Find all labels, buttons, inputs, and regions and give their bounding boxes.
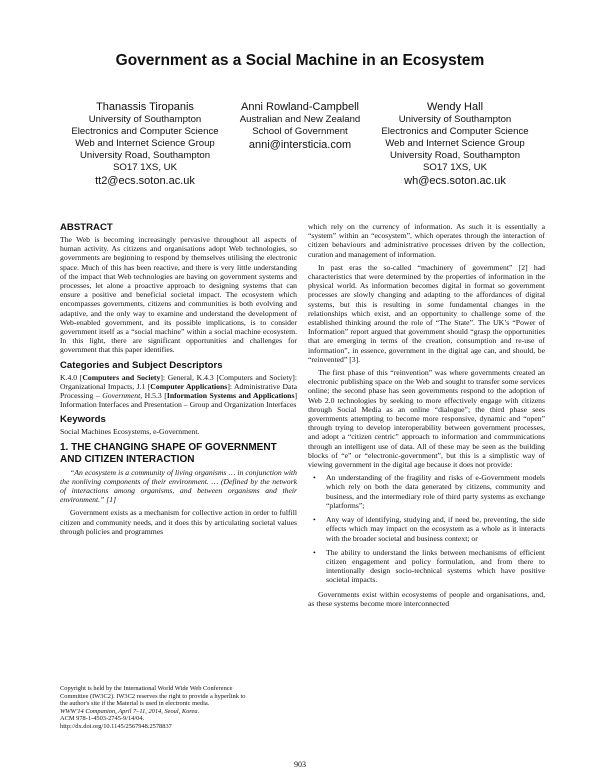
author-email: anni@intersticia.com <box>248 139 352 151</box>
section1-paragraph: Government exists as a mechanism for collective action in order to fulfill citizen and community needs, and it does this by articulating societal values through policies and programmes <box>60 508 297 536</box>
right-paragraph-3: The first phase of this “reinvention” was where governments created an electronic publishing space on the Web and sought to transfer some services online; the second phase has seen governments respond to the adoption of Web 2.0 technologies by seeking to more effectively engage with citizens through Social Media as an online “dialogue”; the third phase sees governments attempting to become more responsive, dynamic and “open” through trying to develop interoperability between government processes, and adopt a “citizen centric” approach to information and communications through an intelligent use of data. All of these may be seen as the building blocks of “e” or “electronic-government”, but this is a simplistic way of viewing government in the digital age because it does not provide: <box>308 368 545 470</box>
abstract-text: The Web is becoming increasingly pervasive throughout all aspects of human activity. As citizens and organisations adopt Web technologies, so governments are beginning to respond by themselves utilising the electronic space. Much of this has been reactive, and there is very little understanding of the impact that Web technologies are having on government systems and processes, let alone a proactive approach to designing systems that can ensure a positive and beneficial societal impact. The ecosystem which encompasses governments, citizens and communities is both evolving and adaptive, and the only way to examine and understand the development of Web-enabled government, and its possible implications, is to consider government itself as a “social machine” within a social machine ecosystem. In this light, there are significant opportunities and challenges for government that this paper identifies. <box>60 235 297 355</box>
author-affiliation: Electronics and Computer Science <box>71 126 219 137</box>
author-affiliation: Australian and New Zealand <box>239 114 361 125</box>
author-name: Thanassis Tiropanis <box>96 101 194 113</box>
section1-quote: “An ecosystem is a community of living organisms … in conjunction with the nonliving components of their environment. … (Defined by the network of interactions among organisms, and between organisms and their environment.” [1] <box>60 467 297 505</box>
author-affiliation: SO17 1XS, UK <box>113 162 177 173</box>
author-block-1 <box>60 100 230 188</box>
bullet-item-2: • Any way of identifying, studying and, if need be, preventing, the side effects which may impact on the ecosystem as a whole as it interacts with the broader societal and business context; or <box>313 515 545 543</box>
right-paragraph-2: In past eras the so-called “machinery of government” [2] had characteristics that were determined by the properties of information in the physical world. As information becomes digital in format so government processes are slowly changing and adapting to the affordances of digital systems, but this is resulting in some fundamental changes in the relationships which exist, and an opportunity to challenge some of the established thinking around the role of “The State”. The UK’s “Power of Information” report argued that government should “grasp the opportunities that are emerging in terms of the creation, consumption and re-use of information”, in essence, government in the digital age can, and should, be “reinvented” [3]. <box>308 262 545 364</box>
author-name: Anni Rowland-Campbell <box>240 101 359 113</box>
right-column <box>308 222 545 612</box>
categories-text: K.4.0 [Computers and Society]: General, K.4.3 [Computers and Society]: Organizational Impacts, J.1 [Computer Applications]: Administrative Data Processing – Government, H.5.3 [Information Systems and Applications] Information Interfaces and Presentation – Group and Organization Interfaces <box>60 372 297 410</box>
bullet-icon: • <box>313 473 316 483</box>
bullet-item-1: • An understanding of the fragility and risks of e-Government models which rely on both the data generated by citizens, community and business, and the intermediary role of third party systems as exchange “platforms”; <box>313 473 545 510</box>
author-block-3 <box>370 100 540 188</box>
right-paragraph-1: which rely on the currency of information. As such it is essentially a “system” within an “ecosystem”, which operates through the interaction of citizen behaviours and administrative processes driven by the collection, curation and management of information. <box>308 222 545 259</box>
author-affiliation: University Road, Southampton <box>79 150 211 161</box>
bullet-item-3: • The ability to understand the links between mechanisms of efficient citizen engagement and policy formulation, and from there to intentionally design socio-technical systems which have positive societal impacts. <box>313 547 545 585</box>
section1-heading: 1. THE CHANGING SHAPE OF GOVERNMENT AND CITIZEN INTERACTION <box>60 441 277 465</box>
keywords-text: Social Machines Ecosystems, e-Government. <box>60 427 200 437</box>
author-affiliation: University Road, Southampton <box>389 150 521 161</box>
author-block-2 <box>215 100 385 152</box>
paper-title: Government as a Social Machine in an Ecosystem <box>115 52 485 69</box>
author-affiliation: Electronics and Computer Science <box>381 126 529 137</box>
author-affiliation: School of Government <box>252 126 348 137</box>
page-number: 903 <box>294 760 306 769</box>
abstract-heading: ABSTRACT <box>60 222 113 233</box>
copyright-notice: Copyright is held by the International World Wide Web Conference Committee (IW3C2). IW3C2 reserves the right to provide a hyperlink to the author's site if the Material is used in electronic media. WWW'14 Companion, April 7–11, 2014, Seoul, Korea. ACM 978-1-4503-2745-9/14/04. http://dx.doi.org/10.1145/2567948.2578837 <box>60 685 246 730</box>
bullet-icon: • <box>313 515 316 525</box>
author-affiliation: SO17 1XS, UK <box>423 162 487 173</box>
author-affiliation: University of Southampton <box>88 114 202 125</box>
author-affiliation: Web and Internet Science Group <box>75 138 215 149</box>
author-email: tt2@ecs.soton.ac.uk <box>95 175 195 187</box>
author-affiliation: Web and Internet Science Group <box>385 138 525 149</box>
keywords-heading: Keywords <box>60 414 106 426</box>
categories-heading: Categories and Subject Descriptors <box>60 359 223 371</box>
author-name: Wendy Hall <box>426 101 484 113</box>
author-email: wh@ecs.soton.ac.uk <box>404 175 506 187</box>
author-affiliation: University of Southampton <box>398 114 512 125</box>
bullet-icon: • <box>313 547 316 557</box>
left-column <box>60 222 297 540</box>
right-paragraph-4: Governments exist within ecosystems of people and organisations, and, as these systems become more interconnected <box>308 589 545 608</box>
